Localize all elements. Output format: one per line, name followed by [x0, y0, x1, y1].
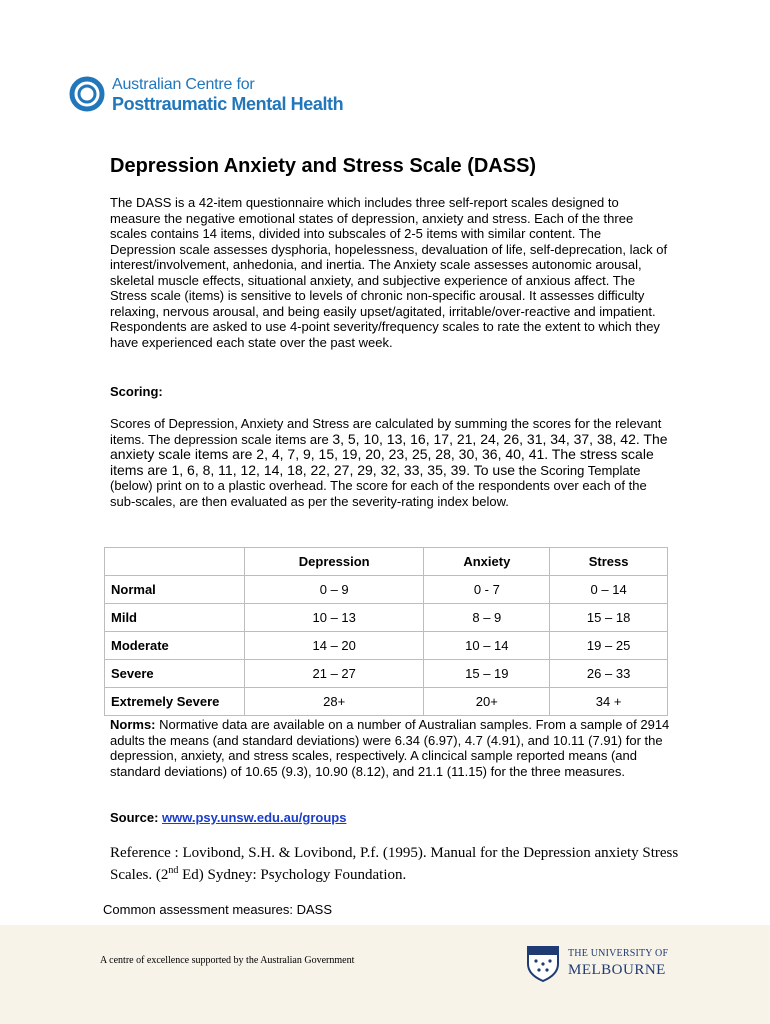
reference-text-after: Ed) Sydney: Psychology Foundation.	[178, 867, 407, 883]
stress-cell: 34 +	[550, 688, 668, 716]
reference-text-before: Reference : Lovibond, S.H. & Lovibond, P.f. (1995). Manual for the Depression anxiety Stress Scales. (2	[110, 845, 679, 883]
row-label: Normal	[105, 576, 245, 604]
acpmh-logo	[68, 72, 388, 116]
reference-superscript: nd	[168, 865, 179, 876]
source-label: Source:	[110, 810, 163, 825]
norms-label: Norms:	[110, 717, 156, 732]
column-header	[105, 548, 245, 576]
row-label: Extremely Severe	[105, 688, 245, 716]
stress-cell: 26 – 33	[550, 660, 668, 688]
anxiety-cell: 0 - 7	[424, 576, 550, 604]
source-line	[110, 810, 346, 825]
stress-cell: 0 – 14	[550, 576, 668, 604]
university-name-line2: MELBOURNE	[568, 962, 666, 978]
scoring-text-part3: the Scoring Template (below) print on to a plastic overhead. The score for each of the respondents over each of the sub-scales, are then evaluated as per the severity-rating index below.	[110, 462, 647, 509]
org-name-line2: Posttraumatic Mental Health	[112, 94, 344, 114]
acpmh-ring-icon	[68, 74, 108, 114]
org-name-line1: Australian Centre for	[112, 76, 255, 93]
footer-note: Common assessment measures: DASS	[103, 902, 333, 917]
table-header-row	[105, 548, 668, 576]
depression-cell: 21 – 27	[245, 660, 424, 688]
table-row	[105, 688, 668, 716]
row-label: Severe	[105, 660, 245, 688]
scoring-text-part1: Scores of Depression, Anxiety and Stress are calculated by summing the scores for the relevant items. The depression scale items are	[110, 416, 662, 447]
scoring-item-lists: 3, 5, 10, 13, 16, 17, 21, 24, 26, 31, 34, 37, 38, 42. The anxiety scale items are 2, 4, 7, 9, 15, 19, 20, 23, 25, 28, 30, 36, 40, 41. The stress scale items are 1, 6, 8, 11, 12, 14, 18, 22, 27, 29, 32, 33, 35, 39. To use	[110, 430, 668, 478]
university-crest-icon	[524, 944, 562, 982]
severity-table	[104, 547, 668, 716]
stress-cell: 19 – 25	[550, 632, 668, 660]
norms-paragraph	[110, 717, 670, 779]
university-of-melbourne-logo	[524, 944, 674, 984]
table-row	[105, 632, 668, 660]
anxiety-cell: 10 – 14	[424, 632, 550, 660]
university-name-line1: THE UNIVERSITY OF	[568, 948, 669, 959]
depression-cell: 0 – 9	[245, 576, 424, 604]
row-label: Mild	[105, 604, 245, 632]
anxiety-cell: 15 – 19	[424, 660, 550, 688]
source-link[interactable]: www.psy.unsw.edu.au/groups	[162, 810, 347, 825]
anxiety-cell: 8 – 9	[424, 604, 550, 632]
stress-cell: 15 – 18	[550, 604, 668, 632]
column-header: Depression	[245, 548, 424, 576]
government-support-text: A centre of excellence supported by the Australian Government	[100, 955, 355, 966]
depression-cell: 10 – 13	[245, 604, 424, 632]
anxiety-cell: 20+	[424, 688, 550, 716]
column-header: Stress	[550, 548, 668, 576]
row-label: Moderate	[105, 632, 245, 660]
scoring-paragraph	[110, 416, 670, 509]
column-header: Anxiety	[424, 548, 550, 576]
depression-cell: 14 – 20	[245, 632, 424, 660]
page-title: Depression Anxiety and Stress Scale (DASS)	[110, 155, 537, 177]
reference-citation	[110, 844, 680, 884]
table-row	[105, 660, 668, 688]
table-row	[105, 604, 668, 632]
intro-paragraph: The DASS is a 42-item questionnaire which includes three self-report scales designed to measure the negative emotional states of depression, anxiety and stress. Each of the three scales contains 14 items, divided into subscales of 2-5 items with similar content. The Depression scale assesses dysphoria, hopelessness, devaluation of life, self-deprecation, lack of interest/involvement, anhedonia, and inertia. The Anxiety scale assesses autonomic arousal, skeletal muscle effects, situational anxiety, and subjective experience of anxious affect. The Stress scale (items) is sensitive to levels of chronic non-specific arousal. It assesses difficulty relaxing, nervous arousal, and being easily upset/agitated, irritable/over-reactive and impatient. Respondents are asked to use 4-point severity/frequency scales to rate the extent to which they have experienced each state over the past week.	[110, 195, 668, 350]
depression-cell: 28+	[245, 688, 424, 716]
scoring-heading: Scoring:	[110, 384, 163, 399]
norms-text: Normative data are available on a number of Australian samples. From a sample of 2914 adults the means (and standard deviations) were 6.34 (6.97), 4.7 (4.91), and 10.11 (7.91) for the depression, anxiety, and stress scales, respectively. A clincical sample reported means (and standard deviations) of 10.65 (9.3), 10.90 (8.12), and 21.1 (11.15) for the three measures.	[110, 717, 670, 779]
table-row	[105, 576, 668, 604]
